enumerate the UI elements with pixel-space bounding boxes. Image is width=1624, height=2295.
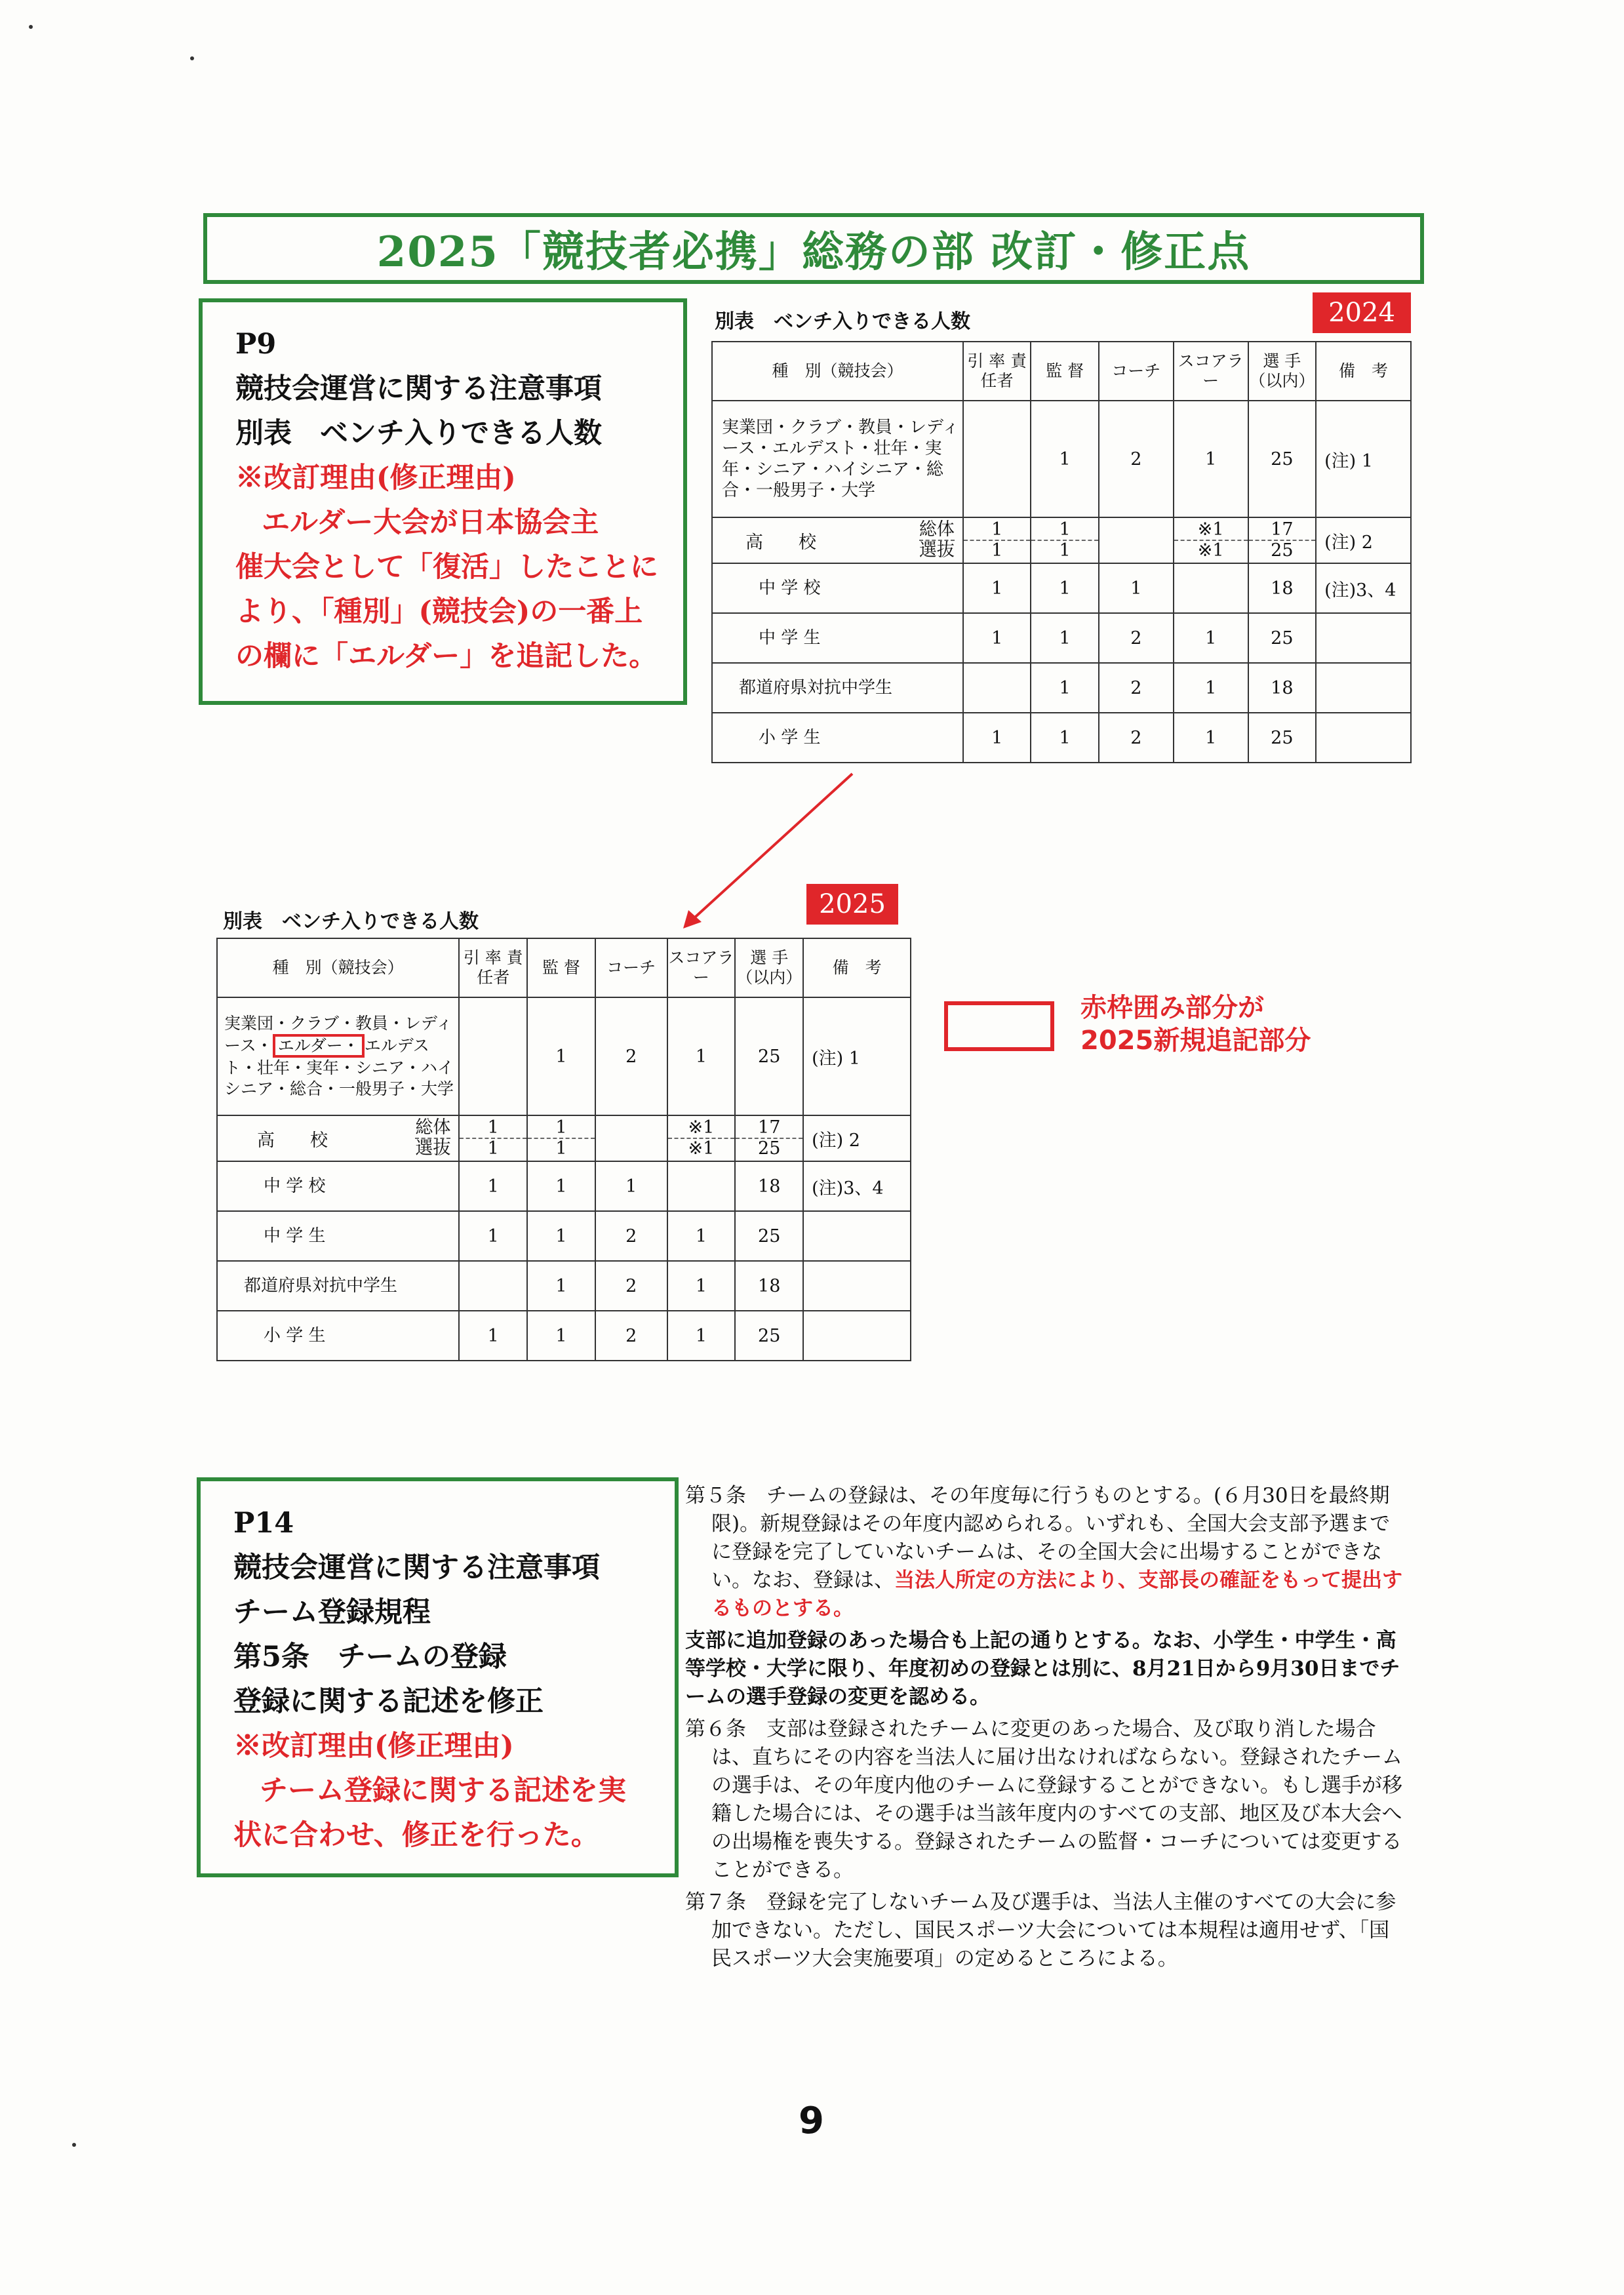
leader-cell: 1 <box>963 713 1031 763</box>
table-row <box>712 613 1411 663</box>
table-row <box>217 997 911 1115</box>
header-leader: 引 率 責任者 <box>963 342 1031 401</box>
table-2024-caption: 別表 ベンチ入りできる人数 <box>715 310 970 333</box>
category-part: エルデスト・壮年・実年・シニア・ハイシニア・総合・一般男子・大学 <box>224 1036 454 1098</box>
article-5-added-text: 支部に追加登録のあった場合も上記の通りとする。なお、小学生・中学生・高等学校・大学に限り、年度初めの登録とは別に、8月21日から9月30日までチームの選手登録の変更を認める。 <box>685 1629 1400 1709</box>
manager-cell: 1 <box>527 997 595 1115</box>
p14-line-4: 登録に関する記述を修正 <box>233 1685 544 1718</box>
scorer-cell: 1 <box>1174 401 1248 517</box>
leader-cell: 1 <box>459 1161 527 1211</box>
p14-reason-line-1: チーム登録に関する記述を実 <box>260 1774 626 1807</box>
category-cell: 中 学 校 <box>712 563 963 613</box>
scorer-cell: 1 <box>667 997 736 1115</box>
p9-reason-line-3: より、「種別」(競技会)の一番上 <box>235 595 643 628</box>
article-5 <box>685 1482 1406 1623</box>
header-players: 選 手（以内） <box>735 938 803 997</box>
coach-cell: 1 <box>595 1161 667 1211</box>
note-cell: (注) 1 <box>1316 401 1411 517</box>
p14-line-2: チーム登録規程 <box>233 1596 431 1629</box>
scorer-cell: ※1 <box>1174 520 1248 541</box>
scan-speck <box>29 25 33 29</box>
scan-speck <box>72 2143 76 2147</box>
header-manager: 監 督 <box>527 938 595 997</box>
leader-cell: 1 <box>460 1118 526 1139</box>
p9-revision-box <box>199 298 687 705</box>
players-cell: 18 <box>1248 663 1316 713</box>
scan-speck <box>190 56 194 60</box>
manager-cell: 1 <box>527 1261 595 1311</box>
article-7: 第７条 登録を完了しないチーム及び選手は、当法人主催のすべての大会に参加できない。ただし、国民スポーツ大会については本規程は適用せず、「国民スポーツ大会実施要項」の定めるところによる。 <box>685 1890 1396 1970</box>
coach-cell: 2 <box>1099 663 1174 713</box>
scorer-cell: ※1 <box>688 1138 715 1159</box>
p14-revision-box <box>197 1477 679 1877</box>
header-scorer: スコアラー <box>667 938 736 997</box>
manager-cell: 1 <box>527 1211 595 1261</box>
manager-cell: 1 <box>1031 663 1098 713</box>
legend-red-box-icon <box>944 1001 1054 1051</box>
page-title-box <box>203 213 1424 284</box>
category-cell: 実業団・クラブ・教員・レディース・エルデスト・壮年・実年・シニア・ハイシニア・総合・一般男子・大学 <box>712 401 963 517</box>
note-cell: (注)3、4 <box>1316 563 1411 613</box>
players-cell: 25 <box>1248 713 1316 763</box>
p14-reason-heading: ※改訂理由(修正理由) <box>233 1730 514 1763</box>
coach-cell <box>1099 517 1174 563</box>
leader-cell <box>963 663 1031 713</box>
category-cell: 中 学 校 <box>217 1161 459 1211</box>
table-row <box>217 1261 911 1311</box>
p9-reason-line-4: の欄に「エルダー」を追記した。 <box>235 640 658 673</box>
scorer-cell <box>667 1161 736 1211</box>
legend-line-1: 赤枠囲み部分が <box>1080 993 1264 1023</box>
table-row <box>712 713 1411 763</box>
note-cell <box>803 1211 911 1261</box>
bench-table-2025 <box>216 938 911 1361</box>
players-cell: 18 <box>735 1261 803 1311</box>
players-cell: 25 <box>1271 540 1294 561</box>
table-row <box>712 517 1411 563</box>
category-label: 高 校 <box>257 1130 328 1151</box>
coach-cell <box>595 1115 667 1161</box>
category-label: 高 校 <box>745 532 816 553</box>
manager-cell: 1 <box>1031 401 1098 517</box>
leader-cell <box>459 1261 527 1311</box>
note-cell: (注) 1 <box>803 997 911 1115</box>
coach-cell: 2 <box>1099 613 1174 663</box>
header-coach: コーチ <box>595 938 667 997</box>
manager-cell: 1 <box>1031 520 1098 541</box>
leader-cell: 1 <box>963 613 1031 663</box>
header-coach: コーチ <box>1099 342 1174 401</box>
p9-page-label: P9 <box>235 328 277 361</box>
category-cell: 中 学 生 <box>217 1211 459 1261</box>
players-cell: 25 <box>735 1211 803 1261</box>
year-badge-2024: 2024 <box>1313 292 1411 333</box>
p9-line-2: 別表 ベンチ入りできる人数 <box>235 417 602 450</box>
scorer-cell: 1 <box>1174 663 1248 713</box>
note-cell: (注) 2 <box>803 1115 911 1161</box>
legend-text <box>1080 991 1311 1057</box>
manager-cell: 1 <box>528 1118 595 1139</box>
article-5-revised-text: 当法人所定の方法により、支部長の確証をもって提出するものとする。 <box>711 1568 1402 1620</box>
table-row <box>217 1161 911 1211</box>
category-cell <box>217 997 459 1115</box>
p14-reason-line-2: 状に合わせ、修正を行った。 <box>233 1819 599 1852</box>
leader-cell: 1 <box>991 540 1003 561</box>
coach-cell: 2 <box>595 1261 667 1311</box>
header-category: 種 別（競技会） <box>712 342 963 401</box>
players-cell: 18 <box>735 1161 803 1211</box>
p9-reason-heading: ※改訂理由(修正理由) <box>235 462 516 494</box>
scorer-cell: ※1 <box>668 1118 735 1139</box>
header-manager: 監 督 <box>1031 342 1098 401</box>
coach-cell: 1 <box>1099 563 1174 613</box>
category-cell: 小 学 生 <box>712 713 963 763</box>
category-cell: 都道府県対抗中学生 <box>217 1261 459 1311</box>
p14-page-label: P14 <box>233 1507 294 1540</box>
header-note: 備 考 <box>1316 342 1411 401</box>
article-5-text: 第５条 チームの登録は、その年度毎に行うものとする。(６月30日を最終期限)。新規登録はその年度内認められる。いずれも、全国大会支部予選までに登録を完了していないチームは、その全国大会に出場することができない。なお、登録は、 <box>685 1484 1391 1592</box>
note-cell <box>1316 713 1411 763</box>
category-cell: 小 学 生 <box>217 1311 459 1361</box>
table-row <box>712 663 1411 713</box>
sub-label: 選抜 <box>919 540 955 561</box>
bench-table-2024 <box>711 341 1412 763</box>
coach-cell: 2 <box>595 997 667 1115</box>
category-part: 実業団・クラブ・教員・ <box>224 1014 405 1033</box>
players-cell: 18 <box>1248 563 1316 613</box>
p14-line-3: 第5条 チームの登録 <box>233 1641 507 1673</box>
leader-cell: 1 <box>459 1311 527 1361</box>
scorer-cell: 1 <box>667 1261 736 1311</box>
manager-cell: 1 <box>1031 613 1098 663</box>
manager-cell: 1 <box>1059 540 1071 561</box>
article-6: 第６条 支部は登録されたチームに変更のあった場合、及び取り消した場合は、直ちにその内容を当法人に届け出なければならない。登録されたチームの選手は、その年度内他のチームに登録することができない。もし選手が移籍した場合には、その選手は当該年度内のすべての支部、地区及び本大会への出場権を喪失する。登録されたチームの監督・コーチについては変更することができる。 <box>685 1717 1402 1882</box>
scorer-cell <box>1174 563 1248 613</box>
coach-cell: 2 <box>1099 401 1174 517</box>
page-number: 9 <box>799 2100 824 2142</box>
header-players: 選 手（以内） <box>1248 342 1316 401</box>
table-row <box>217 1115 911 1161</box>
players-cell: 17 <box>736 1118 802 1139</box>
sub-label: 総体 <box>919 519 955 540</box>
header-leader: 引 率 責任者 <box>459 938 527 997</box>
table-row <box>712 401 1411 517</box>
manager-cell: 1 <box>1031 563 1098 613</box>
table-2025-caption: 別表 ベンチ入りできる人数 <box>223 910 479 933</box>
players-cell: 25 <box>758 1138 781 1159</box>
legend-line-2: 2025新規追記部分 <box>1080 1026 1311 1056</box>
category-cell <box>712 517 963 563</box>
sub-label: 総体 <box>415 1117 451 1138</box>
scorer-cell: ※1 <box>1197 540 1224 561</box>
manager-cell: 1 <box>555 1138 567 1159</box>
note-cell <box>1316 663 1411 713</box>
leader-cell: 1 <box>487 1138 499 1159</box>
leader-cell: 1 <box>459 1211 527 1261</box>
manager-cell: 1 <box>1031 713 1098 763</box>
p9-line-1: 競技会運営に関する注意事項 <box>235 372 602 405</box>
header-category: 種 別（競技会） <box>217 938 459 997</box>
sub-label: 選抜 <box>415 1138 451 1159</box>
category-cell: 中 学 生 <box>712 613 963 663</box>
players-cell: 25 <box>1248 401 1316 517</box>
year-badge-2025: 2025 <box>806 884 898 925</box>
players-cell: 25 <box>735 997 803 1115</box>
leader-cell: 1 <box>963 563 1031 613</box>
note-cell <box>803 1311 911 1361</box>
note-cell <box>803 1261 911 1311</box>
category-part: レディース・ <box>224 1014 453 1055</box>
elder-highlight: エルダー・ <box>273 1034 365 1058</box>
p9-reason-line-2: 催大会として「復活」したことに <box>235 551 658 584</box>
header-note: 備 考 <box>803 938 911 997</box>
coach-cell: 2 <box>1099 713 1174 763</box>
category-cell <box>217 1115 459 1161</box>
leader-cell <box>963 401 1031 517</box>
table-row <box>217 1211 911 1261</box>
note-cell: (注) 2 <box>1316 517 1411 563</box>
players-cell: 25 <box>735 1311 803 1361</box>
header-scorer: スコアラー <box>1174 342 1248 401</box>
coach-cell: 2 <box>595 1211 667 1261</box>
registration-articles <box>685 1482 1406 1973</box>
leader-cell <box>459 997 527 1115</box>
scorer-cell: 1 <box>1174 613 1248 663</box>
leader-cell: 1 <box>964 520 1030 541</box>
p14-line-1: 競技会運営に関する注意事項 <box>233 1551 600 1584</box>
scorer-cell: 1 <box>667 1211 736 1261</box>
category-cell: 都道府県対抗中学生 <box>712 663 963 713</box>
players-cell: 25 <box>1248 613 1316 663</box>
manager-cell: 1 <box>527 1161 595 1211</box>
note-cell <box>1316 613 1411 663</box>
page-title: 2025「競技者必携」総務の部 改訂・修正点 <box>376 228 1251 277</box>
note-cell: (注)3、4 <box>803 1161 911 1211</box>
scorer-cell: 1 <box>667 1311 736 1361</box>
coach-cell: 2 <box>595 1311 667 1361</box>
table-row <box>217 1311 911 1361</box>
table-row <box>712 563 1411 613</box>
players-cell: 17 <box>1249 520 1315 541</box>
scorer-cell: 1 <box>1174 713 1248 763</box>
manager-cell: 1 <box>527 1311 595 1361</box>
p9-reason-line-1: エルダー大会が日本協会主 <box>262 506 599 539</box>
